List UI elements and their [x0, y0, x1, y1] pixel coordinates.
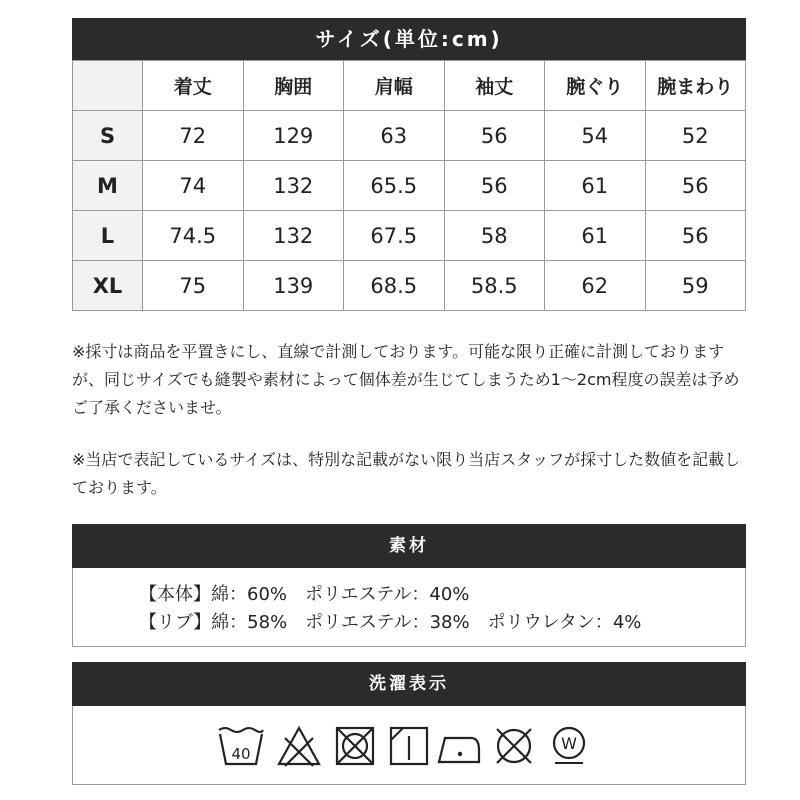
table-cell: 58 [444, 211, 545, 261]
column-header: 着丈 [143, 61, 244, 111]
table-cell: 56 [444, 111, 545, 161]
wash-temp-label: 40 [231, 745, 251, 763]
size-label: XL [73, 261, 143, 311]
measurement-note: ※採寸は商品を平置きにし、直線で計測しております。可能な限り正確に計測しておりますが、同じサイズでも縫製や素材によって個体差が生じてしまうため1～2cm程度の誤差は予めご了承くださいませ。 [72, 342, 740, 417]
table-cell: 132 [243, 161, 344, 211]
table-cell: 59 [645, 261, 746, 311]
care-box [72, 706, 746, 785]
table-row [73, 161, 746, 211]
table-cell: 56 [444, 161, 545, 211]
table-cell: 54 [545, 111, 646, 161]
table-cell: 68.5 [344, 261, 445, 311]
material-section-title: 素材 [72, 524, 746, 568]
size-label: L [73, 211, 143, 261]
table-cell: 56 [645, 211, 746, 261]
no-tumble-dry-icon [333, 724, 377, 768]
size-label: M [73, 161, 143, 211]
table-cell: 65.5 [344, 161, 445, 211]
column-header: 腕まわり [645, 61, 746, 111]
wet-clean-icon [547, 724, 591, 770]
table-cell: 63 [344, 111, 445, 161]
table-cell: 58.5 [444, 261, 545, 311]
table-cell: 62 [545, 261, 646, 311]
table-header-row [73, 61, 746, 111]
column-header: 胸囲 [243, 61, 344, 111]
no-bleach-icon [276, 724, 322, 768]
column-header: 袖丈 [444, 61, 545, 111]
material-box [72, 568, 746, 647]
size-table [72, 60, 746, 311]
size-section-title: サイズ(単位:cm) [72, 18, 746, 60]
table-row [73, 261, 746, 311]
iron-low-icon [435, 724, 483, 768]
column-header: 腕ぐり [545, 61, 646, 111]
table-cell: 75 [143, 261, 244, 311]
wet-clean-label: W [561, 734, 577, 753]
column-header: 肩幅 [344, 61, 445, 111]
table-cell: 74.5 [143, 211, 244, 261]
table-cell: 61 [545, 161, 646, 211]
table-cell: 61 [545, 211, 646, 261]
line-dry-shade-icon [387, 724, 431, 768]
material-body-line: 【本体】綿：60% ポリエステル：40% [139, 584, 470, 605]
size-note: ※当店で表記しているサイズは、特別な記載がない限り当店スタッフが採寸した数値を記載しております。 [72, 450, 741, 497]
table-cell: 139 [243, 261, 344, 311]
material-rib-line: 【リブ】綿：58% ポリエステル：38% ポリウレタン：4% [139, 612, 642, 633]
care-section-title: 洗濯表示 [72, 662, 746, 706]
table-cell: 129 [243, 111, 344, 161]
wash-40-icon [217, 724, 265, 768]
table-cell: 52 [645, 111, 746, 161]
size-label: S [73, 111, 143, 161]
table-cell: 74 [143, 161, 244, 211]
table-cell: 72 [143, 111, 244, 161]
no-dry-clean-icon [491, 724, 537, 768]
table-cell: 56 [645, 161, 746, 211]
table-corner-cell [73, 61, 143, 111]
table-cell: 132 [243, 211, 344, 261]
table-row [73, 211, 746, 261]
table-row [73, 111, 746, 161]
table-cell: 67.5 [344, 211, 445, 261]
